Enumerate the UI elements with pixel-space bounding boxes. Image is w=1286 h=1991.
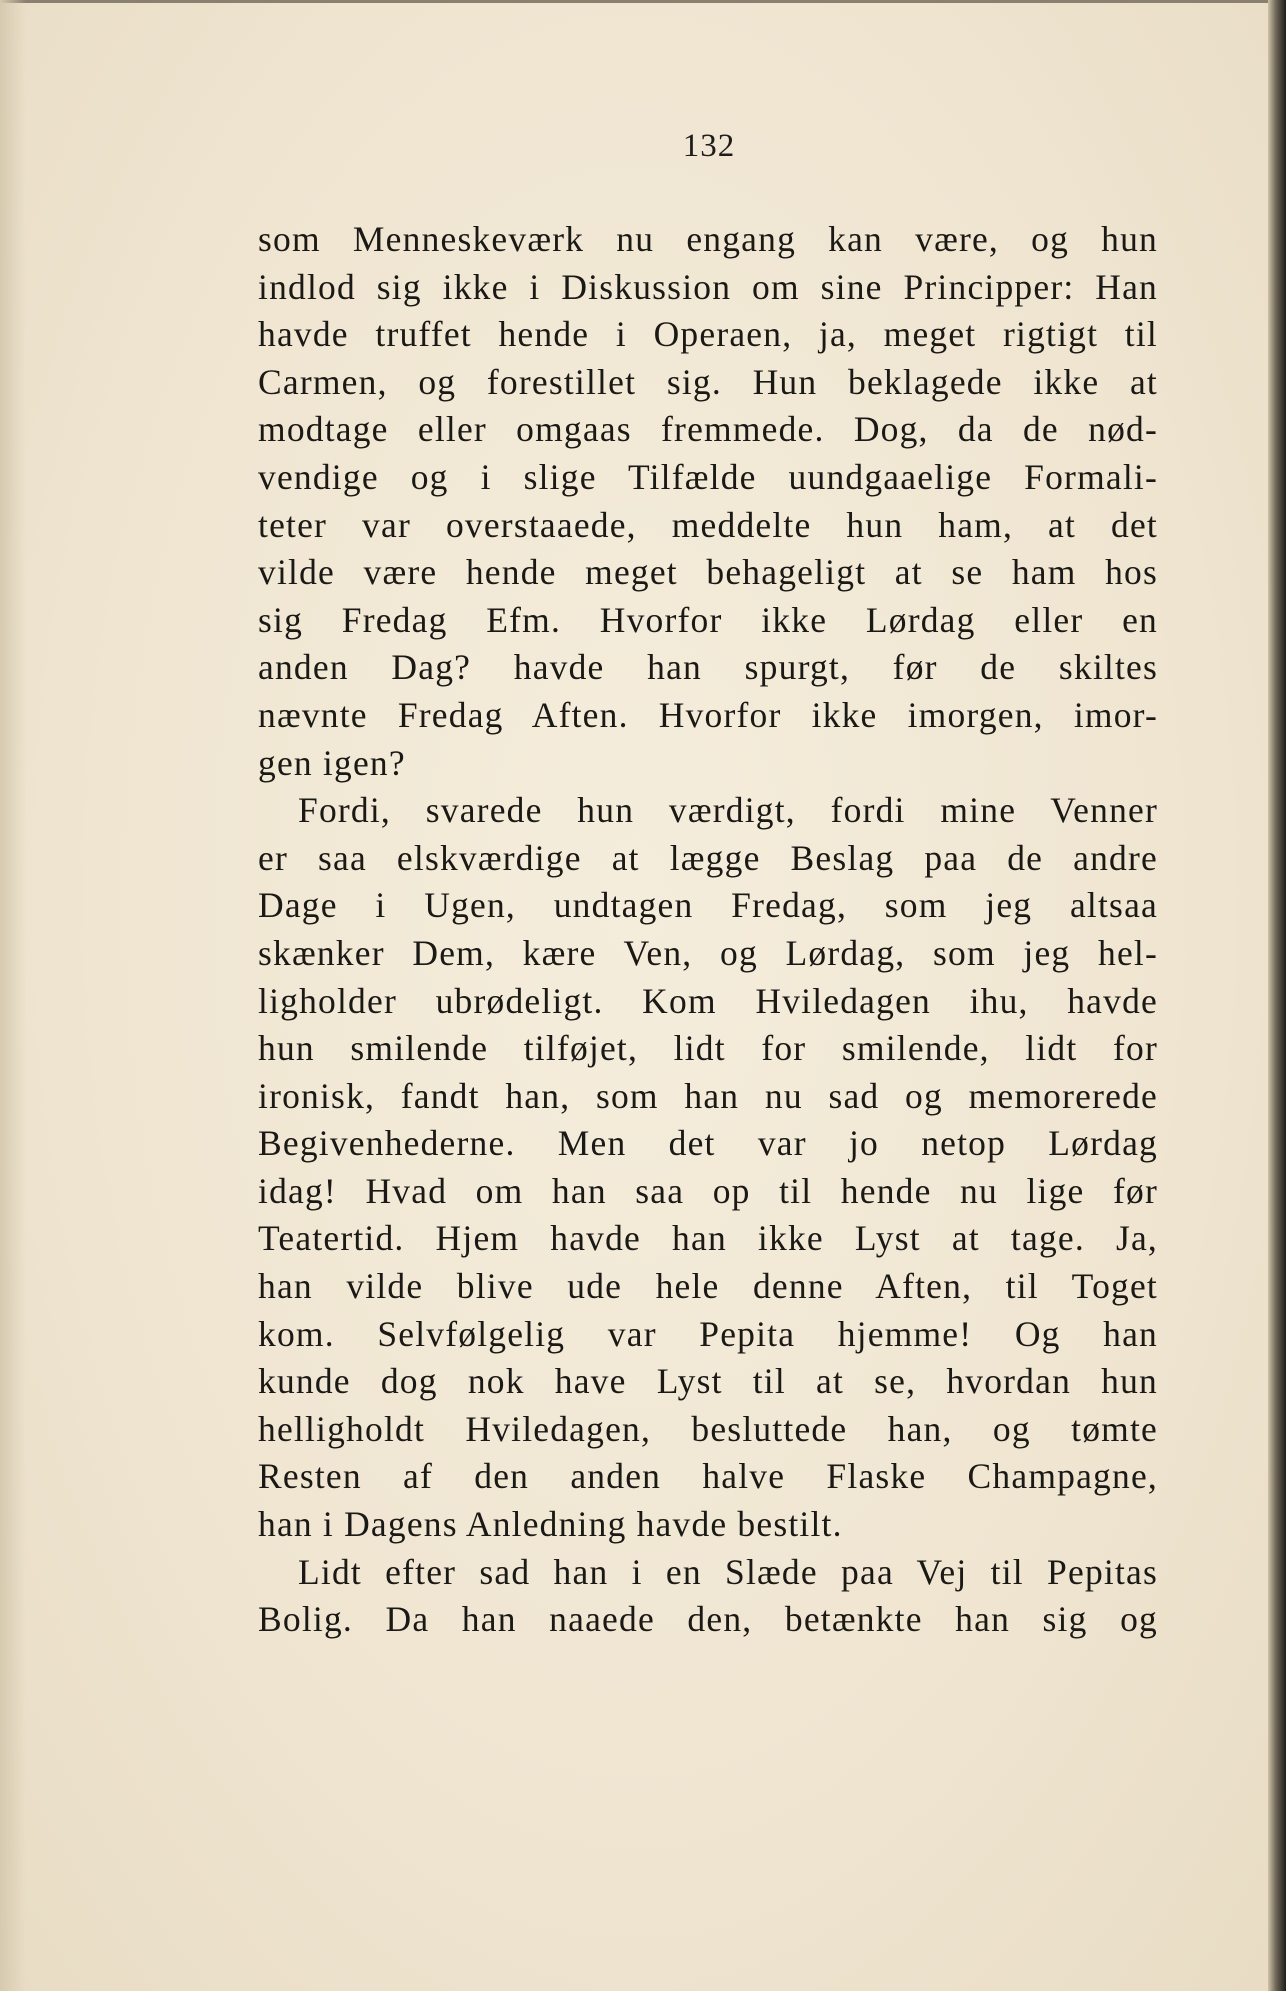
text-line: modtage eller omgaas fremmede. Dog, da de nød- <box>258 409 1158 450</box>
text-line: Lidt efter sad han i en Slæde paa Vej til Pepitas <box>298 1551 1158 1592</box>
text-line: skænker Dem, kære Ven, og Lørdag, som jeg hel- <box>258 932 1158 973</box>
text-line: havde truffet hende i Operaen, ja, meget rigtigt til <box>258 314 1158 355</box>
text-line: hun smilende tilføjet, lidt for smilende, lidt for <box>258 1028 1158 1069</box>
text-line: anden Dag? havde han spurgt, før de skiltes <box>258 647 1158 688</box>
text-line: vendige og i slige Tilfælde uundgaaelige Formali- <box>258 456 1158 497</box>
text-line: kunde dog nok have Lyst til at se, hvordan hun <box>258 1361 1158 1402</box>
text-line: han i Dagens Anledning havde bestilt. <box>258 1504 843 1545</box>
text-line: Fordi, svarede hun værdigt, fordi mine Venner <box>298 790 1158 831</box>
text-line: er saa elskværdige at lægge Beslag paa de andre <box>258 837 1158 878</box>
page-number: 132 <box>682 128 736 164</box>
text-line: Teatertid. Hjem havde han ikke Lyst at tage. Ja, <box>258 1218 1158 1259</box>
text-line: Resten af den anden halve Flaske Champagne, <box>258 1456 1158 1497</box>
text-line: ligholder ubrødeligt. Kom Hviledagen ihu, havde <box>258 980 1158 1021</box>
text-line: ironisk, fandt han, som han nu sad og memorerede <box>258 1075 1158 1116</box>
text-line: Carmen, og forestillet sig. Hun beklagede ikke at <box>258 361 1158 402</box>
text-line: Dage i Ugen, undtagen Fredag, som jeg altsaa <box>258 885 1158 926</box>
text-line: han vilde blive ude hele denne Aften, til Toget <box>258 1266 1158 1307</box>
book-edge <box>1268 0 1286 1991</box>
text-line: teter var overstaaede, meddelte hun ham, at det <box>258 504 1158 545</box>
text-line: Begivenhederne. Men det var jo netop Lørdag <box>258 1123 1158 1164</box>
text-line: helligholdt Hviledagen, besluttede han, og tømte <box>258 1408 1158 1449</box>
text-line: gen igen? <box>258 742 406 783</box>
text-line: vilde være hende meget behageligt at se ham hos <box>258 552 1158 593</box>
text-line: Bolig. Da han naaede den, betænkte han sig og <box>258 1599 1158 1640</box>
text-line: idag! Hvad om han saa op til hende nu lige før <box>258 1170 1158 1211</box>
text-line: nævnte Fredag Aften. Hvorfor ikke imorgen, imor- <box>258 694 1158 735</box>
page-top-border <box>0 0 1268 3</box>
body-text <box>258 216 1158 1644</box>
text-line: sig Fredag Efm. Hvorfor ikke Lørdag eller en <box>258 599 1158 640</box>
text-line: indlod sig ikke i Diskussion om sine Principper: Han <box>258 266 1158 307</box>
text-line: kom. Selvfølgelig var Pepita hjemme! Og han <box>258 1313 1158 1354</box>
text-line: som Menneskeværk nu engang kan være, og hun <box>258 219 1158 259</box>
page-gutter-shadow <box>0 0 26 1991</box>
